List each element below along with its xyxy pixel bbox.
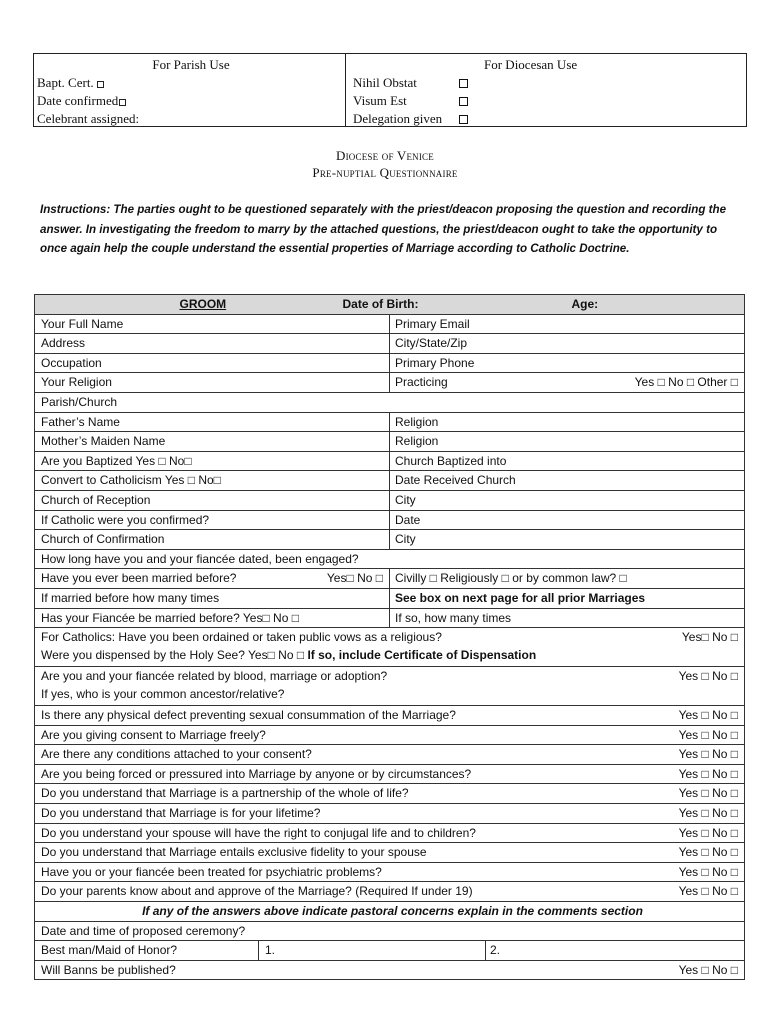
baptized-field[interactable]: Are you Baptized Yes □ No□: [35, 451, 390, 471]
church-baptized-field[interactable]: Church Baptized into: [390, 451, 745, 471]
married-before-label: Have you ever been married before?: [41, 571, 237, 586]
document-title: [0, 147, 770, 181]
question-text: Have you or your fiancée been treated for psychiatric problems?: [41, 864, 382, 879]
age-label: Age:: [571, 297, 599, 311]
question-text: Is there any physical defect preventing sexual consummation of the Marriage?: [41, 708, 456, 723]
ordained-field[interactable]: [35, 628, 745, 667]
prior-marriages-note: See box on next page for all prior Marriages: [390, 588, 745, 608]
marriage-type-options[interactable]: Civilly □ Religiously □ or by common law? □: [390, 569, 745, 589]
primary-phone-field[interactable]: Primary Phone: [390, 353, 745, 373]
groom-heading: GROOM: [179, 297, 227, 311]
confirmed-field[interactable]: If Catholic were you confirmed?: [35, 510, 390, 530]
groom-header-row: [35, 295, 745, 315]
practicing-label: Practicing: [395, 375, 448, 390]
yes-no-options[interactable]: Yes □ No □: [678, 708, 738, 723]
address-field[interactable]: Address: [35, 334, 390, 354]
yes-no-options[interactable]: Yes □ No □: [678, 845, 738, 860]
mother-religion-field[interactable]: Religion: [390, 432, 745, 452]
dispensed-question: Were you dispensed by the Holy See? Yes□ No □: [41, 648, 305, 663]
table-row: [35, 373, 745, 393]
ordained-options[interactable]: Yes□ No □: [681, 630, 738, 645]
practicing-field[interactable]: [390, 373, 745, 393]
yes-no-options[interactable]: Yes □ No □: [678, 727, 738, 742]
yes-no-options[interactable]: Yes □ No □: [678, 766, 738, 781]
best-man-row: [35, 941, 745, 961]
married-before-options[interactable]: Yes□ No □: [326, 571, 383, 586]
table-row: [35, 960, 745, 980]
table-row: [35, 412, 745, 432]
diocesan-use-section: [346, 54, 746, 126]
fiancee-married-field[interactable]: Has your Fiancée be married before? Yes□ No □: [35, 608, 390, 628]
yes-no-options[interactable]: Yes □ No □: [678, 825, 738, 840]
dated-engaged-field[interactable]: How long have you and your fiancée dated, been engaged?: [35, 549, 745, 569]
question-text: Do your parents know about and approve of the Marriage? (Required If under 19): [41, 884, 473, 899]
question-text: Do you understand that Marriage is for your lifetime?: [41, 806, 321, 821]
yes-no-options[interactable]: Yes □ No □: [678, 962, 738, 977]
related-field[interactable]: [35, 667, 745, 706]
table-row: [35, 862, 745, 882]
father-religion-field[interactable]: Religion: [390, 412, 745, 432]
question-row[interactable]: [35, 745, 745, 765]
fathers-name-field[interactable]: Father’s Name: [35, 412, 390, 432]
banns-field[interactable]: [35, 960, 745, 980]
religion-field[interactable]: Your Religion: [35, 373, 390, 393]
question-row[interactable]: [35, 764, 745, 784]
checkbox-icon[interactable]: [97, 81, 104, 88]
table-row: [35, 510, 745, 530]
diocese-name: Diocese of Venice: [336, 148, 434, 163]
related-question: Are you and your fiancée related by blood, marriage or adoption?: [41, 669, 388, 684]
celebrant-assigned-field[interactable]: Celebrant assigned:: [37, 111, 140, 126]
table-row: [35, 608, 745, 628]
question-row[interactable]: [35, 862, 745, 882]
best-man-first-field[interactable]: 1.: [259, 941, 486, 960]
practicing-options[interactable]: Yes □ No □ Other □: [634, 375, 738, 390]
common-ancestor-question: If yes, who is your common ancestor/relative?: [41, 687, 285, 702]
table-row: [35, 314, 745, 334]
question-text: Are there any conditions attached to your consent?: [41, 747, 312, 762]
question-row[interactable]: [35, 882, 745, 902]
question-text: Are you giving consent to Marriage freely?: [41, 727, 266, 742]
table-row: [35, 921, 745, 941]
table-row: [35, 764, 745, 784]
instructions: Instructions: The parties ought to be questioned separately with the priest/deacon proposing the question and recording the answer. In investigating the freedom to marry by the attached questions, the priest/deacon ought to take the opportunity to once again help the couple understand the essential properties of Marriage according to Catholic Doctrine.: [40, 203, 727, 255]
visum-est-field[interactable]: [353, 92, 746, 110]
table-row: [35, 392, 745, 412]
table-row: [35, 471, 745, 491]
pastoral-concerns-note: If any of the answers above indicate pastoral concerns explain in the comments section: [35, 902, 745, 922]
yes-no-options[interactable]: Yes □ No □: [678, 747, 738, 762]
banns-question: Will Banns be published?: [41, 962, 176, 977]
question-row[interactable]: [35, 725, 745, 745]
table-row: [35, 628, 745, 667]
confirmation-city-field[interactable]: City: [390, 530, 745, 550]
table-row: [35, 667, 745, 706]
table-row: [35, 353, 745, 373]
dispensation-note: If so, include Certificate of Dispensation: [307, 648, 537, 663]
question-text: Do you understand that Marriage entails exclusive fidelity to your spouse: [41, 845, 427, 860]
date-of-birth-label: Date of Birth:: [342, 297, 419, 311]
form-name: Pre-nuptial Questionnaire: [312, 165, 458, 180]
date-confirmed-label: Date confirmed: [37, 93, 119, 108]
checkbox-icon[interactable]: [459, 79, 468, 88]
question-row[interactable]: [35, 706, 745, 726]
delegation-given-field[interactable]: [353, 110, 746, 128]
question-text: Do you understand that Marriage is a partnership of the whole of life?: [41, 786, 409, 801]
bapt-cert-label: Bapt. Cert.: [37, 75, 94, 90]
question-text: Do you understand your spouse will have the right to conjugal life and to children?: [41, 825, 476, 840]
table-row: [35, 843, 745, 863]
checkbox-icon[interactable]: [119, 99, 126, 106]
primary-email-field[interactable]: Primary Email: [390, 314, 745, 334]
delegation-given-label: Delegation given: [353, 111, 443, 126]
table-row: [35, 432, 745, 452]
table-row: [35, 725, 745, 745]
fiancee-times-field[interactable]: If so, how many times: [390, 608, 745, 628]
groom-form-table: [34, 294, 745, 980]
table-row: [35, 784, 745, 804]
table-row: [35, 451, 745, 471]
table-row: [35, 530, 745, 550]
church-of-confirmation-field[interactable]: Church of Confirmation: [35, 530, 390, 550]
date-confirmed-field[interactable]: [37, 92, 345, 110]
church-of-reception-field[interactable]: Church of Reception: [35, 490, 390, 510]
married-before-field[interactable]: [35, 569, 390, 589]
table-row: [35, 882, 745, 902]
bapt-cert-field[interactable]: [37, 74, 345, 92]
table-row: [35, 804, 745, 824]
ordained-question: For Catholics: Have you been ordained or taken public vows as a religious?: [41, 630, 442, 645]
convert-field[interactable]: Convert to Catholicism Yes □ No□: [35, 471, 390, 491]
table-row: [35, 490, 745, 510]
question-row[interactable]: [35, 804, 745, 824]
checkbox-icon[interactable]: [459, 97, 468, 106]
yes-no-options[interactable]: Yes □ No □: [678, 786, 738, 801]
table-row: [35, 706, 745, 726]
checkbox-icon[interactable]: [459, 115, 468, 124]
best-man-label: Best man/Maid of Honor?: [35, 941, 259, 960]
yes-no-options[interactable]: Yes □ No □: [678, 806, 738, 821]
parish-church-field[interactable]: Parish/Church: [35, 392, 745, 412]
table-row: [35, 588, 745, 608]
table-row: [35, 334, 745, 354]
full-name-field[interactable]: Your Full Name: [35, 314, 390, 334]
city-state-zip-field[interactable]: City/State/Zip: [390, 334, 745, 354]
table-row: [35, 745, 745, 765]
diocesan-use-heading: For Diocesan Use: [484, 57, 578, 72]
related-options[interactable]: Yes □ No □: [678, 669, 738, 684]
parish-use-heading: For Parish Use: [152, 57, 230, 72]
best-man-second-field[interactable]: 2.: [490, 943, 501, 958]
yes-no-options[interactable]: Yes □ No □: [678, 864, 738, 879]
times-married-field[interactable]: If married before how many times: [35, 588, 390, 608]
visum-est-label: Visum Est: [353, 93, 407, 108]
confirmation-date-field[interactable]: Date: [390, 510, 745, 530]
use-box: [33, 53, 747, 127]
occupation-field[interactable]: Occupation: [35, 353, 390, 373]
table-row: [35, 902, 745, 922]
question-row[interactable]: [35, 843, 745, 863]
parish-use-section: [34, 54, 346, 126]
question-row[interactable]: [35, 784, 745, 804]
question-row[interactable]: [35, 823, 745, 843]
yes-no-options[interactable]: Yes □ No □: [678, 884, 738, 899]
nihil-obstat-field[interactable]: [353, 74, 746, 92]
question-text: Are you being forced or pressured into Marriage by anyone or by circumstances?: [41, 766, 472, 781]
table-row: [35, 549, 745, 569]
nihil-obstat-label: Nihil Obstat: [353, 75, 417, 90]
mothers-maiden-name-field[interactable]: Mother’s Maiden Name: [35, 432, 390, 452]
reception-city-field[interactable]: City: [390, 490, 745, 510]
date-received-field[interactable]: Date Received Church: [390, 471, 745, 491]
ceremony-date-field[interactable]: Date and time of proposed ceremony?: [35, 921, 745, 941]
table-row: [35, 823, 745, 843]
table-row: [35, 941, 745, 961]
table-row: [35, 569, 745, 589]
